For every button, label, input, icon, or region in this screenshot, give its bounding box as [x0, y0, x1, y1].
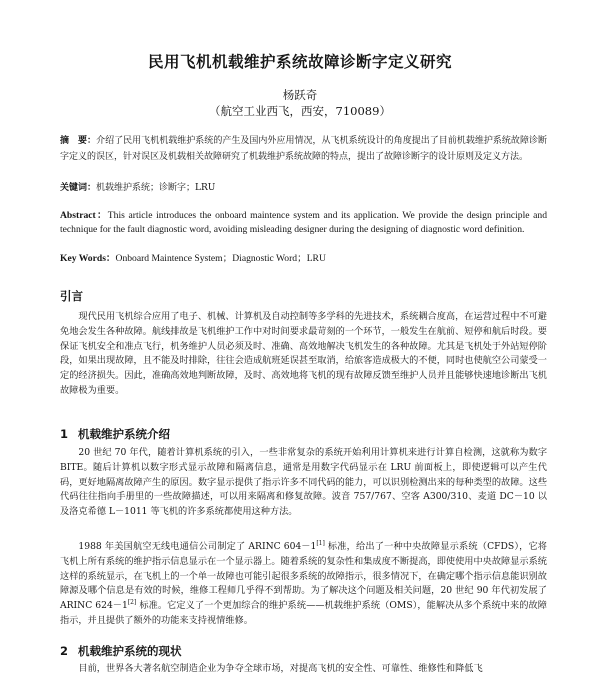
section-heading-1	[60, 426, 170, 442]
s1-p2-part-a: 1988 年美国航空无线电通信公司制定了 ARINC 604－1	[78, 541, 317, 552]
section-title-2: 机载维护系统的现状	[78, 644, 182, 658]
section-number-1: 1	[60, 427, 69, 441]
abstract-label-en: Abstract：	[60, 210, 108, 221]
author-name: 杨跃奇	[282, 88, 318, 102]
citation-ref-2: [2]	[127, 599, 137, 607]
section-heading-intro: 引言	[60, 289, 83, 303]
section-title-1: 机载维护系统介绍	[78, 427, 170, 441]
section-1-paragraph-2	[60, 540, 547, 629]
abstract-text-cn: 介绍了民用飞机机载维护系统的产生及国内外应用情况，从飞机系统设计的角度提出了目前机载维护系统故障诊断字定义的误区，针对误区及机载相关故障研究了机载维护系统故障的特点，提出了故障诊断字的设计原则及定义方法。	[60, 136, 547, 162]
section-1-paragraph-1: 20 世纪 70 年代，随着计算机系统的引入，一些非常复杂的系统开始利用计算机来进行计算自检测，这就称为数字 BITE。随后计算机以数字形式显示故障和隔离信息，通常是用数字代码显示在 LRU 前面板上，即使逻辑可以产生代码，更好地隔离故障产生的原因。数字显示提供了指示许多不同代码的能力，可以识别检测出来的每种类型的故障。这些代码往往指向手册里的一些故障描述，可以用来隔离和修复故障。波音 757/767、空客 A300/310、麦道 DC－10 以及洛克希德 L－1011 等飞机的许多系统都使用这种方法。	[60, 447, 547, 518]
citation-ref-1: [1]	[316, 539, 325, 547]
abstract-label-cn: 摘 要：	[60, 136, 97, 146]
abstract-text-en: This article introduces the onboard maintence system and its application. We provide the design principle and technique for the fault diagnostic word, avoiding misleading designer during the designing of diagnostic word definition.	[60, 210, 548, 235]
abstract-english	[60, 209, 547, 237]
section-2-paragraph-1: 目前，世界各大著名航空制造企业为争夺全球市场，对提高飞机的安全性、可靠性、维修性和降低飞	[78, 663, 483, 674]
author-affiliation: （航空工业西飞，西安，710089）	[209, 104, 391, 118]
abstract-chinese	[60, 134, 547, 165]
s1-p2-part-c: 标准。它定义了一个更加综合的维护系统——机载维护系统（OMS），能解决从多个系统中来的故障指示，并且提供了额外的功能来支持视情维修。	[60, 600, 547, 626]
keywords-text-en: Onboard Maintence System；Diagnostic Word；LRU	[115, 253, 326, 264]
keywords-text-cn: 机载维护系统；诊断字；LRU	[96, 183, 216, 193]
paper-title: 民用飞机机载维护系统故障诊断字定义研究	[147, 53, 452, 71]
section-heading-2	[60, 643, 182, 659]
s1-p2-part-b: 标准，给出了一种中央故障显示系统（CFDS），它将飞机上所有系统的维护指示信息显示在一个显示器上。随着系统的复杂性和集成度不断提高，即使使用中央故障显示系统这样的系统显示，在飞机上的一个单一故障也可能引起很多系统的故障指示，很多情况下，在确定哪个指示信息能识别故障源及哪个信息是有效的时候，维修工程师几乎得不到帮助。为了解决这个问题及相关问题，20 世纪 90 年代初发展了 ARINC 624－1	[60, 541, 547, 612]
keywords-label-en: Key Words：	[60, 253, 116, 264]
keywords-chinese	[60, 181, 547, 196]
keywords-english	[60, 252, 547, 266]
intro-paragraph: 现代民用飞机综合应用了电子、机械、计算机及自动控制等多学科的先进技术，系统耦合度高，在运营过程中不可避免地会发生各种故障。航线排故是飞机维护工作中对时间要求最苛刻的一个环节，一般发生在航前、短停和航后时段。要保证飞机安全和准点飞行，机务维护人员必须及时、准确、高效地解决飞机发生的各种故障。尤其是飞机处于外站短停阶段，如果出现故障，且不能及时排除，往往会造成航班延误甚至取消，给旅客造成极大的不便，同时也使航空公司蒙受一定的经济损失。因此，准确高效地判断故障，及时、高效地将飞机的现有故障反馈至维护人员并且能够快速地诊断出飞机故障极为重要。	[60, 311, 547, 396]
section-number-2: 2	[60, 644, 69, 658]
keywords-label-cn: 关键词：	[60, 183, 97, 193]
